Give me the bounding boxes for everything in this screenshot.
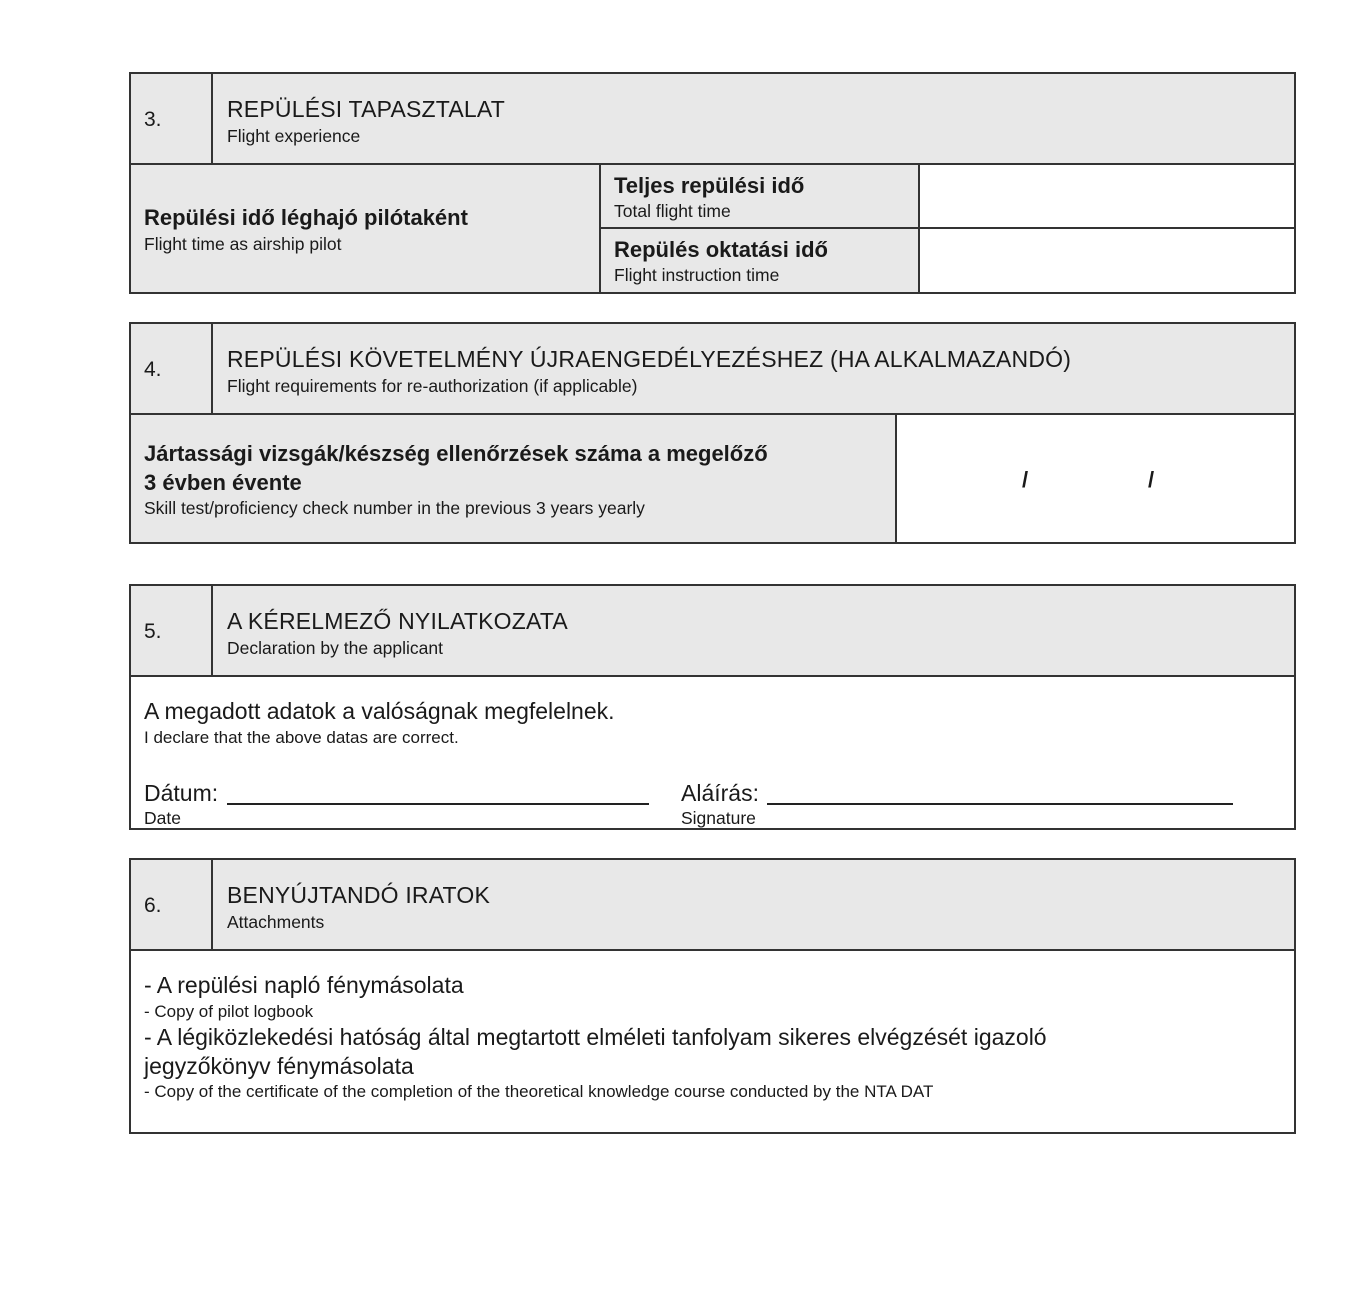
date-label: Dátum:	[144, 780, 219, 806]
section-6-header	[131, 860, 1294, 951]
section-number: 5.	[131, 586, 213, 675]
total-flight-time-field[interactable]	[920, 165, 1294, 229]
section-title: A KÉRELMEZŐ NYILATKOZATA	[227, 608, 568, 634]
section-subtitle: Flight requirements for re-authorization (if applicable)	[227, 376, 638, 396]
section-3-flight-experience	[129, 72, 1296, 294]
signature-field[interactable]	[767, 779, 1233, 805]
attachment-1-hu: - A repülési napló fénymásolata	[144, 972, 464, 998]
section-number: 6.	[131, 860, 213, 949]
date-field[interactable]	[227, 779, 649, 805]
date-sublabel: Date	[144, 808, 181, 828]
declaration-hu: A megadott adatok a valóságnak megfelelnek.	[144, 698, 615, 724]
attachment-2-en: - Copy of the certificate of the completion of the theoretical knowledge course conducted by the NTA DAT	[144, 1082, 934, 1101]
section-title: BENYÚJTANDÓ IRATOK	[227, 882, 491, 908]
separator-slash: /	[1148, 467, 1155, 492]
declaration-en: I declare that the above datas are correct.	[144, 728, 459, 747]
flight-instruction-time-label: Repülés oktatási idő Flight instruction time	[601, 229, 920, 292]
section-title: REPÜLÉSI TAPASZTALAT	[227, 96, 505, 122]
skill-check-count-label: Jártassági vizsgák/készség ellenőrzések száma a megelőző 3 évben évente Skill test/proficiency check number in the previous 3 years yearly	[131, 415, 897, 542]
section-subtitle: Declaration by the applicant	[227, 638, 443, 658]
signature-sublabel: Signature	[681, 808, 756, 828]
section-subtitle: Attachments	[227, 912, 325, 932]
attachment-2-hu-line1: - A légiközlekedési hatóság által megtartott elméleti tanfolyam sikeres elvégzését igazoló	[144, 1024, 1047, 1050]
section-5-header	[131, 586, 1294, 677]
flight-instruction-time-field[interactable]	[920, 229, 1294, 292]
section-4-header	[131, 324, 1294, 415]
skill-check-count-field[interactable]	[897, 415, 1294, 542]
airship-pilot-time-label: Repülési idő léghajó pilótaként Flight time as airship pilot	[131, 165, 601, 292]
separator-slash: /	[1022, 467, 1029, 492]
section-number: 4.	[131, 324, 213, 413]
total-flight-time-label: Teljes repülési idő Total flight time	[601, 165, 920, 229]
section-title: REPÜLÉSI KÖVETELMÉNY ÚJRAENGEDÉLYEZÉSHEZ (HA ALKALMAZANDÓ)	[227, 346, 1072, 372]
section-subtitle: Flight experience	[227, 126, 361, 146]
section-6-attachments	[129, 858, 1296, 1134]
signature-label: Aláírás:	[681, 780, 759, 806]
section-3-header	[131, 74, 1294, 165]
attachment-2-hu-line2: jegyzőkönyv fénymásolata	[144, 1053, 414, 1079]
section-number: 3.	[131, 74, 213, 163]
section-4-flight-requirements	[129, 322, 1296, 544]
section-5-declaration	[129, 584, 1296, 830]
attachment-1-en: - Copy of pilot logbook	[144, 1002, 314, 1021]
